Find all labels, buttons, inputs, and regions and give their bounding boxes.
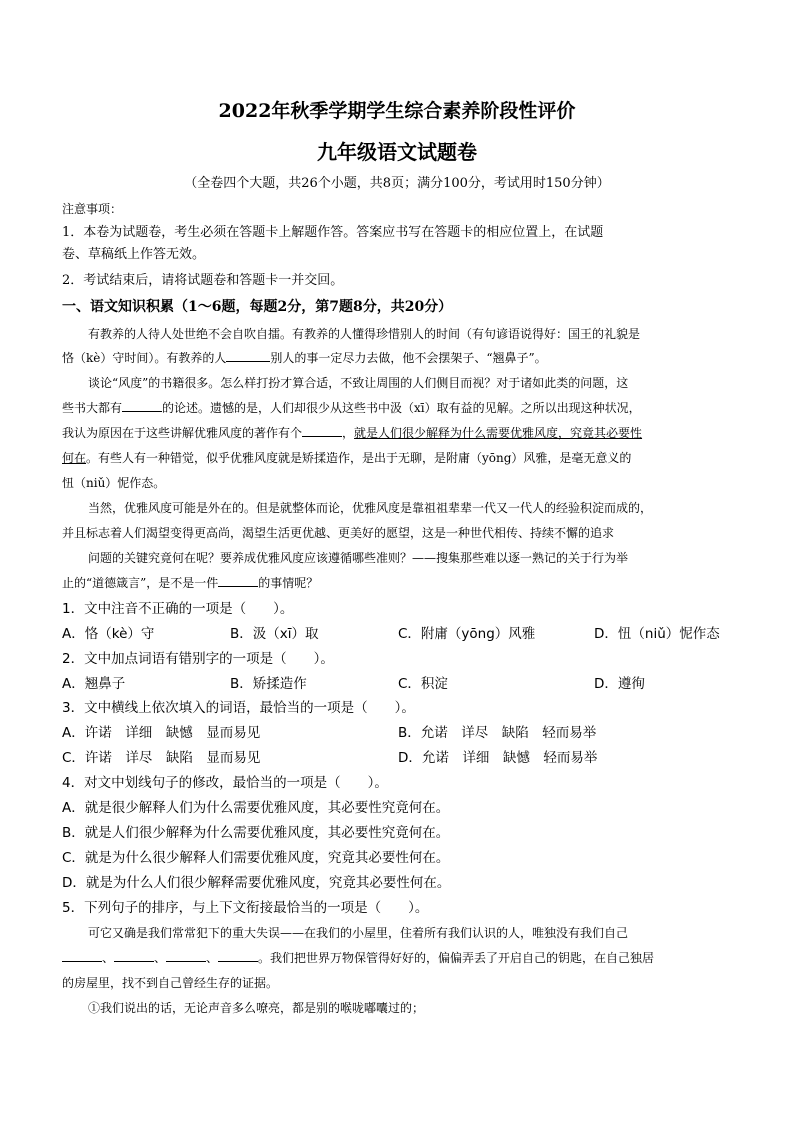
question-3-option-b[interactable]: B．允诺 详尽 缺陷 轻而易举 <box>398 725 597 741</box>
question-2-option-a[interactable]: A．翘鼻子 <box>62 676 126 692</box>
question-2-option-b[interactable]: B．矫揉造作 <box>230 676 307 692</box>
passage-text: 的事情呢？ <box>258 576 319 590</box>
notice-item-1-cont: 卷、草稿纸上作答无效。 <box>62 247 206 262</box>
passage-text: 。我们把世界万物保管得好好的，偏偏弄丢了开启自己的钥匙，在自己独居 <box>258 951 655 965</box>
question-5-sentence-1: ①我们说出的话，无论声音多么嘹亮，都是别的喉咙嘟囔过的； <box>88 1001 425 1015</box>
question-3-option-d[interactable]: D．允诺 详细 缺憾 轻而易举 <box>398 750 598 766</box>
exam-title: 2022年秋季学期学生综合素养阶段性评价 <box>218 100 576 122</box>
exam-info: （全卷四个大题，共26个小题，共8页；满分100分，考试用时150分钟） <box>184 176 610 191</box>
passage-p2-line1: 谈论“风度”的书籍很多。怎么样打扮才算合适，不致让周围的人们侧目而视？对于诸如此类的问题，这 <box>88 376 629 390</box>
passage-p4-line1: 问题的关键究竟何在呢？要养成优雅风度应该遵循哪些准则？——搜集那些难以逐一熟记的关于行为举 <box>88 551 629 565</box>
question-2-option-c[interactable]: C．积淀 <box>398 676 448 692</box>
passage-text: 恪（kè）守时间）。有教养的人 <box>62 351 227 365</box>
question-1-option-c[interactable]: C．附庸（yōng）风雅 <box>398 626 536 642</box>
passage-p2-line2 <box>62 399 734 417</box>
question-4-option-a[interactable]: A．就是很少解释人们为什么需要优雅风度，其必要性究竟何在。 <box>62 800 450 816</box>
underlined-sentence: 就是人们很少解释为什么需要优雅风度，究竟其必要性 <box>354 426 643 440</box>
question-1-option-a[interactable]: A．恪（kè）守 <box>62 626 155 642</box>
question-4-option-d[interactable]: D．就是为什么人们很少解释需要优雅风度，究竟其必要性何在。 <box>62 875 451 891</box>
fill-blank-1 <box>226 349 270 362</box>
question-5-text-line3: 的房屋里，找不到自己曾经生存的证据。 <box>62 976 279 990</box>
passage-text: 止的“道德箴言”，是不是一件 <box>62 576 219 590</box>
notice-heading: 注意事项： <box>62 202 123 216</box>
passage-text: ， <box>342 426 355 440</box>
order-blank-2 <box>114 949 154 962</box>
order-blank-4 <box>218 949 258 962</box>
passage-p3-line2: 并且标志着人们渴望变得更高尚，渴望生活更优越、更美好的愿望，这是一种世代相传、持续不懈的追求 <box>62 526 615 540</box>
passage-text: 我认为原因在于这些讲解优雅风度的著作有个 <box>62 426 303 440</box>
question-5-stem: 5．下列句子的排序，与上下文衔接最恰当的一项是（ ）。 <box>62 900 429 916</box>
question-5-text-line2 <box>62 949 734 967</box>
underlined-sentence-end: 何在 <box>62 451 87 465</box>
question-1-stem: 1．文中注音不正确的一项是（ ）。 <box>62 601 294 617</box>
passage-text: 别人的事一定尽力去做，他不会摆架子、“翘鼻子”。 <box>270 351 547 365</box>
passage-p2-line4 <box>62 449 734 467</box>
passage-text: 些书大都有 <box>62 401 123 415</box>
passage-p3-line1: 当然，优雅风度可能是外在的。但是就整体而论，优雅风度是靠祖祖辈辈一代又一代人的经验积淀而成的， <box>88 501 653 515</box>
question-3-option-a[interactable]: A．许诺 详细 缺憾 显而易见 <box>62 725 261 741</box>
separator: 、 <box>154 951 167 965</box>
question-2-option-d[interactable]: D．遵徇 <box>594 676 645 692</box>
passage-text: 的论述。遗憾的是，人们却很少从这些书中汲（xī）取有益的见解。之所以出现这种状况， <box>162 401 641 415</box>
order-blank-3 <box>166 949 206 962</box>
notice-item-2: 2．考试结束后，请将试题卷和答题卡一并交回。 <box>62 273 344 288</box>
question-4-stem: 4．对文中划线句子的修改，最恰当的一项是（ ）。 <box>62 775 388 791</box>
notice-item-1: 1．本卷为试题卷，考生必须在答题卡上解题作答。答案应书写在答题卡的相应位置上，在试题 <box>62 225 604 240</box>
question-1-option-d[interactable]: D．忸（niǔ）怩作态 <box>594 626 720 642</box>
separator: 、 <box>206 951 219 965</box>
question-3-option-c[interactable]: C．许诺 详尽 缺陷 显而易见 <box>62 750 261 766</box>
passage-p1-line2 <box>62 349 734 367</box>
section-1-heading: 一、语文知识积累（1～6题，每题2分，第7题8分，共20分） <box>62 299 453 315</box>
question-4-option-c[interactable]: C．就是为什么很少解释人们需要优雅风度，究竟其必要性何在。 <box>62 850 450 866</box>
question-5-text-line1: 可它又确是我们常常犯下的重大失误——在我们的小屋里，住着所有我们认识的人，唯独没有我们自己 <box>88 926 629 940</box>
passage-p2-line3 <box>62 424 734 442</box>
question-1-option-b[interactable]: B．汲（xī）取 <box>230 626 319 642</box>
separator: 、 <box>102 951 115 965</box>
passage-p1-line1: 有教养的人待人处世绝不会自吹自擂。有教养的人懂得珍惜别人的时间（有句谚语说得好：国王的礼貌是 <box>88 327 641 341</box>
question-4-option-b[interactable]: B．就是人们很少解释为什么需要优雅风度，其必要性究竟何在。 <box>62 825 450 841</box>
passage-text: 。有些人有一种错觉，似乎优雅风度就是矫揉造作，是出于无聊，是附庸（yōng）风雅，是毫无意义的 <box>86 451 632 465</box>
fill-blank-4 <box>218 574 258 587</box>
order-blank-1 <box>62 949 102 962</box>
passage-p2-line5: 忸（niǔ）怩作态。 <box>62 476 166 490</box>
exam-subject-title: 九年级语文试题卷 <box>317 140 477 164</box>
question-2-stem: 2．文中加点词语有错别字的一项是（ ）。 <box>62 651 334 667</box>
fill-blank-3 <box>302 424 342 437</box>
question-3-stem: 3．文中横线上依次填入的词语，最恰当的一项是（ ）。 <box>62 700 415 716</box>
fill-blank-2 <box>122 399 162 412</box>
passage-p4-line2 <box>62 574 734 592</box>
